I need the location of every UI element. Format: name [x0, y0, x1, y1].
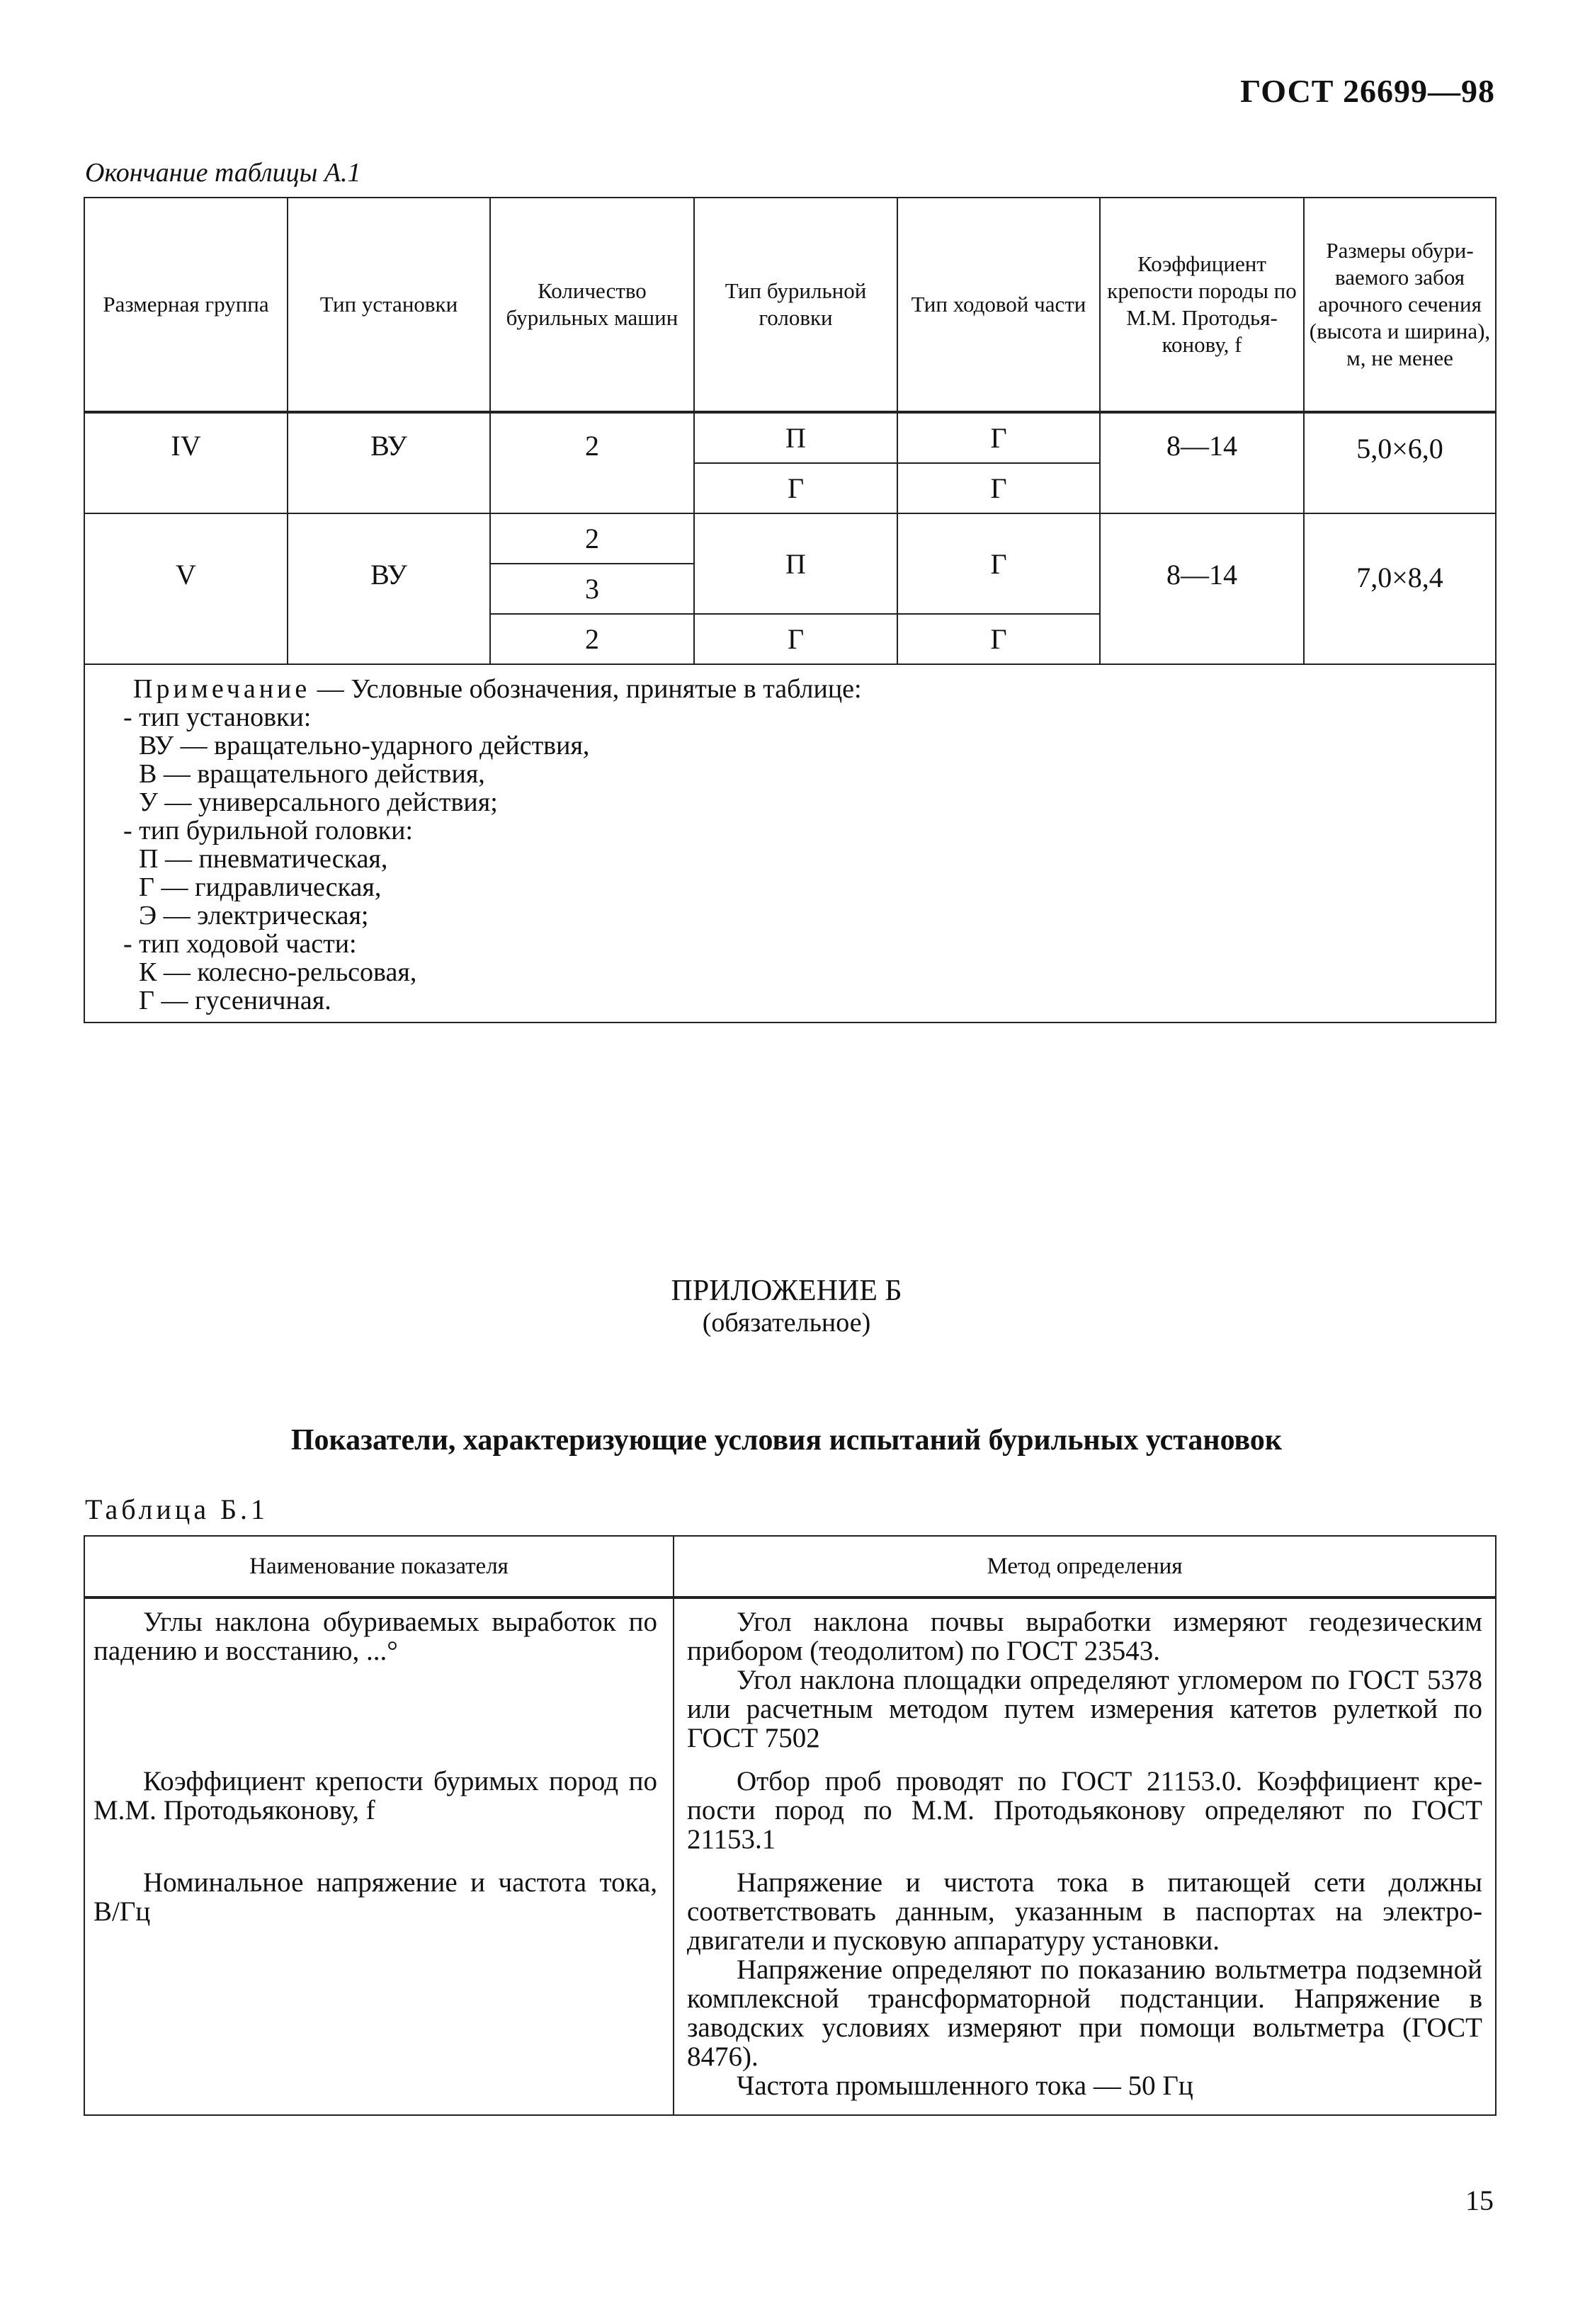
table-note-row	[84, 664, 1496, 1023]
table-note	[84, 664, 1496, 1023]
column-header-drill-head-type: Тип бурильной головки	[694, 198, 897, 412]
cell-installation-type: ВУ	[288, 412, 490, 513]
column-header-chassis-type: Тип ходовой части	[897, 198, 1100, 412]
method-cell	[674, 1597, 1496, 1767]
column-header-method: Метод определения	[674, 1536, 1496, 1597]
note-line: Г — гусеничная.	[139, 986, 331, 1015]
table-row	[84, 513, 1496, 564]
table-a1-caption: Окончание таблицы А.1	[85, 158, 361, 188]
section-title: Показатели, характеризующие условия испытаний бурильных установок	[290, 1424, 1283, 1457]
cell-machine-count: 3	[490, 564, 694, 614]
cell-size-group: V	[84, 513, 288, 664]
cell-drill-head-type: П	[694, 412, 897, 463]
note-line: - тип бурильной головки:	[123, 816, 414, 845]
note-line: В — вращательного действия,	[139, 759, 485, 789]
table-b1	[84, 1535, 1497, 2116]
cell-rock-coefficient: 8—14	[1100, 412, 1304, 513]
cell-face-size: 5,0×6,0	[1304, 412, 1496, 513]
method-cell	[674, 1868, 1496, 2115]
indicator-name-cell	[84, 1597, 674, 1767]
note-line: Г — гидравлическая,	[139, 872, 382, 902]
note-line: У — универсального действия;	[139, 787, 498, 817]
cell-rock-coefficient: 8—14	[1100, 513, 1304, 664]
cell-chassis-type: Г	[897, 463, 1100, 513]
method-paragraph: Частота промышленного тока — 50 Гц	[737, 2070, 1193, 2101]
cell-drill-head-type: Г	[694, 463, 897, 513]
cell-chassis-type: Г	[897, 513, 1100, 614]
column-header-indicator-name: Наименование показателя	[84, 1536, 674, 1597]
method-paragraph: Напряжение определяют по показанию вольтметра подземной комплексной трансформаторной подстанции. Напряжение в заводских условиях измеряют при помощи вольтметра (ГОСТ 8476).	[687, 1954, 1482, 2072]
document-number-header: ГОСТ 26699—98	[1240, 73, 1495, 109]
table-a1	[84, 197, 1497, 1023]
cell-chassis-type: Г	[897, 412, 1100, 463]
note-line: К — колесно-рельсовая,	[139, 957, 417, 987]
cell-machine-count: 2	[490, 513, 694, 564]
cell-machine-count: 2	[490, 614, 694, 664]
indicator-name-cell	[84, 1767, 674, 1868]
column-header-machine-count: Количество бурильных машин	[490, 198, 694, 412]
page-number: 15	[1465, 2185, 1494, 2216]
method-paragraph: Отбор проб проводят по ГОСТ 21153.0. Коэффициент крепости пород по М.М. Протодьяконову определяют по ГОСТ 21153.1	[687, 1766, 1482, 1855]
column-header-installation-type: Тип установки	[288, 198, 490, 412]
method-cell	[674, 1767, 1496, 1868]
note-intro: — Условные обозначения, принятые в таблице:	[310, 674, 862, 704]
cell-drill-head-type: П	[694, 513, 897, 614]
column-header-rock-coefficient: Коэффициент крепости породы по М.М. Протодьяконову, f	[1100, 198, 1304, 412]
note-title: Примечание	[133, 674, 311, 704]
table-row	[84, 1767, 1496, 1868]
table-row	[84, 1597, 1496, 1767]
indicator-name: Углы наклона обуриваемых выработок по падению и восстанию, ...°	[93, 1607, 657, 1666]
indicator-name: Коэффициент крепости буримых пород по М.М. Протодьяконову, f	[93, 1766, 657, 1825]
cell-drill-head-type: Г	[694, 614, 897, 664]
table-b1-caption: Таблица Б.1	[85, 1493, 269, 1525]
table-b1-header-row	[84, 1536, 1496, 1597]
indicator-name: Номинальное напряжение и частота тока, В/Гц	[93, 1867, 657, 1927]
table-row	[84, 412, 1496, 463]
cell-size-group: IV	[84, 412, 288, 513]
method-paragraph: Угол наклона почвы выработки измеряют геодезическим прибором (теодолитом) по ГОСТ 23543.	[687, 1607, 1482, 1666]
appendix-subtitle: (обязательное)	[702, 1308, 871, 1338]
cell-installation-type: ВУ	[288, 513, 490, 664]
note-line: П — пневматическая,	[139, 844, 388, 874]
note-line: - тип ходовой части:	[123, 929, 357, 959]
cell-face-size: 7,0×8,4	[1304, 513, 1496, 664]
table-a1-header-row	[84, 198, 1496, 412]
note-line: ВУ — вращательно-ударного действия,	[139, 731, 590, 761]
method-paragraph: Угол наклона площадки определяют угломером по ГОСТ 5378 или расчетным методом путем измерения катетов рулеткой по ГОСТ 7502	[687, 1665, 1482, 1753]
cell-machine-count: 2	[490, 412, 694, 513]
cell-chassis-type: Г	[897, 614, 1100, 664]
method-paragraph: Напряжение и чистота тока в питающей сети должны соответствовать данным, указанным в паспортах на электродвигатели и пусковую аппаратуру установки.	[687, 1867, 1482, 1956]
indicator-name-cell	[84, 1868, 674, 2115]
note-line: Э — электрическая;	[139, 901, 369, 930]
appendix-title: ПРИЛОЖЕНИЕ Б	[671, 1275, 902, 1307]
note-line: - тип установки:	[123, 702, 312, 732]
column-header-face-size: Размеры обуриваемого забоя арочного сечения (высота и ширина), м, не менее	[1304, 198, 1496, 412]
table-row	[84, 1868, 1496, 2115]
column-header-size-group: Размерная группа	[84, 198, 288, 412]
